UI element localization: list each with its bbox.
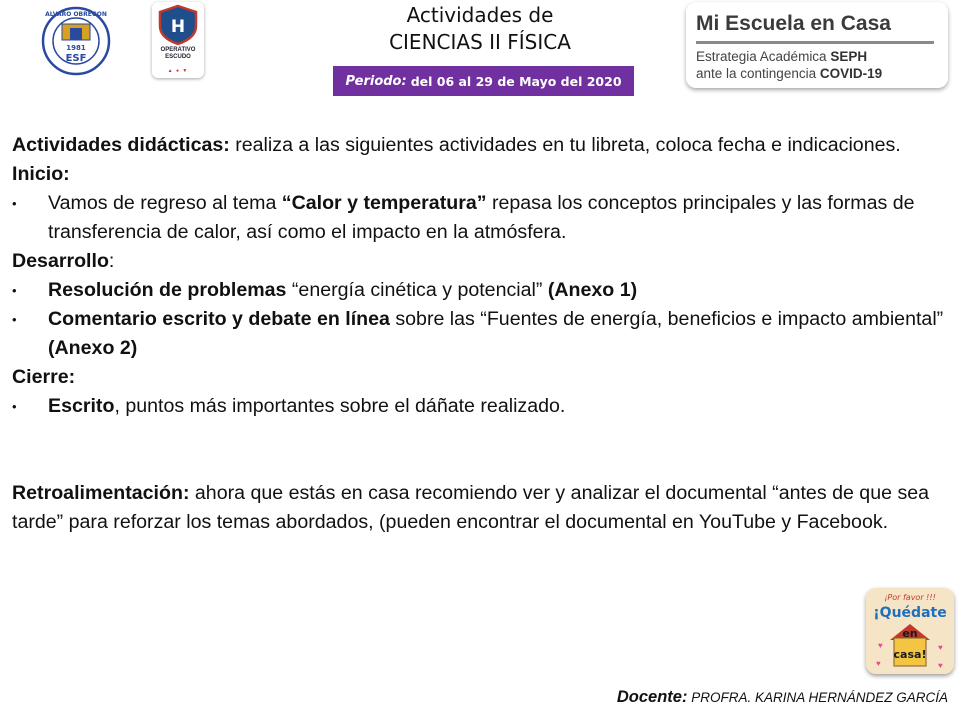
- period-colon: :: [401, 73, 407, 89]
- spacer: [12, 421, 947, 479]
- heart-icon: ♥: [938, 643, 943, 652]
- escudo-letter: H: [170, 17, 186, 37]
- desarrollo-bullet-1: [12, 276, 947, 305]
- operativo-escudo-logo: [152, 2, 204, 78]
- quedate-line-3: en: [902, 627, 918, 640]
- badge-subtitle: [696, 48, 882, 82]
- school-logo-initials: ESF: [65, 53, 87, 64]
- heart-icon: ♥: [876, 659, 881, 668]
- quedate-en-casa-sticker: [866, 588, 954, 674]
- heart-icon: ♥: [938, 661, 943, 670]
- bullet-icon: •: [12, 399, 17, 414]
- inicio-bullet-post: repasa los conceptos principales y las formas de transferencia de calor, así como el impacto en la atmósfera.: [48, 192, 915, 243]
- actividades-paragraph: [12, 131, 947, 160]
- retroalimentacion-paragraph: [12, 479, 947, 537]
- title-line-2: CIENCIAS II FÍSICA: [389, 30, 571, 54]
- school-logo: [40, 6, 112, 76]
- cierre-bullet-bold: Escrito: [48, 395, 115, 417]
- badge-divider: [696, 41, 934, 44]
- inicio-heading: [12, 160, 947, 189]
- title-line-1: Actividades de: [406, 3, 554, 27]
- cierre-heading: [12, 363, 947, 392]
- badge-line3-bold: COVID-19: [819, 66, 883, 81]
- cierre-label: Cierre:: [12, 366, 76, 388]
- cierre-bullet: [12, 392, 947, 421]
- mi-escuela-en-casa-badge: [686, 2, 948, 88]
- docente-label: Docente:: [616, 688, 688, 706]
- badge-line2-text: Estrategia Académica: [696, 49, 831, 64]
- desarrollo-bullet-1-bold: Resolución de problemas: [48, 279, 287, 301]
- period-label: Periodo: [345, 73, 402, 89]
- desarrollo-bullet-2-bold: Comentario escrito y debate en línea: [48, 308, 390, 330]
- bullet-icon: •: [12, 283, 17, 298]
- desarrollo-bullet-1-text: “energía cinética y potencial”: [286, 279, 548, 301]
- teacher-credit: [617, 688, 948, 707]
- inicio-bullet: [12, 189, 947, 247]
- actividades-text: realiza a las siguientes actividades en tu libreta, coloca fecha e indicaciones.: [229, 134, 901, 156]
- desarrollo-bullet-2: [12, 305, 947, 363]
- bullet-icon: •: [12, 312, 17, 327]
- shield-icon: [152, 2, 204, 46]
- badge-line3-text: ante la contingencia: [696, 66, 820, 81]
- escudo-caption-1: OPERATIVO: [160, 47, 196, 53]
- quedate-line-1: ¡Por favor !!!: [884, 593, 936, 602]
- inicio-label: Inicio:: [12, 163, 70, 185]
- desarrollo-bullet-1-annex: (Anexo 1): [547, 279, 638, 301]
- quedate-line-4: casa!: [893, 648, 927, 661]
- escudo-caption-2: ESCUDO: [165, 54, 191, 60]
- quedate-line-2: ¡Quédate: [873, 605, 947, 621]
- period-value: del 06 al 29 de Mayo del 2020: [410, 73, 622, 89]
- desarrollo-bullet-2-annex: (Anexo 2): [48, 337, 138, 359]
- actividades-label: Actividades didácticas:: [12, 134, 230, 156]
- inicio-bullet-bold: “Calor y temperatura”: [281, 192, 487, 214]
- period-banner: [333, 66, 634, 96]
- docente-name: PROFRA. KARINA HERNÁNDEZ GARCÍA: [687, 690, 948, 705]
- escudo-mini-logos: ▲ ● ▼: [167, 68, 189, 74]
- desarrollo-heading: [12, 247, 947, 276]
- school-logo-year: 1981: [66, 44, 86, 52]
- heart-icon: ♥: [878, 641, 883, 650]
- cierre-bullet-text: , puntos más importantes sobre el dáñate realizado.: [114, 395, 566, 417]
- desarrollo-bullet-2-text: sobre las “Fuentes de energía, beneficios e impacto ambiental”: [389, 308, 944, 330]
- desarrollo-label: Desarrollo: [12, 250, 109, 272]
- retro-label: Retroalimentación:: [12, 482, 190, 504]
- desarrollo-colon: :: [108, 250, 115, 272]
- inicio-bullet-pre: Vamos de regreso al tema: [48, 192, 282, 214]
- badge-line2-bold: SEPH: [830, 49, 868, 64]
- bullet-icon: •: [12, 196, 17, 211]
- activities-content: [12, 131, 947, 537]
- school-logo-ring-text: ALVARO OBREGON: [45, 11, 107, 18]
- page-title: [330, 2, 630, 56]
- badge-title: Mi Escuela en Casa: [696, 12, 891, 35]
- retro-text: ahora que estás en casa recomiendo ver y analizar el documental “antes de que sea tarde” para reforzar los temas abordados, (pueden encontrar el documental en YouTube y Facebook.: [12, 482, 930, 533]
